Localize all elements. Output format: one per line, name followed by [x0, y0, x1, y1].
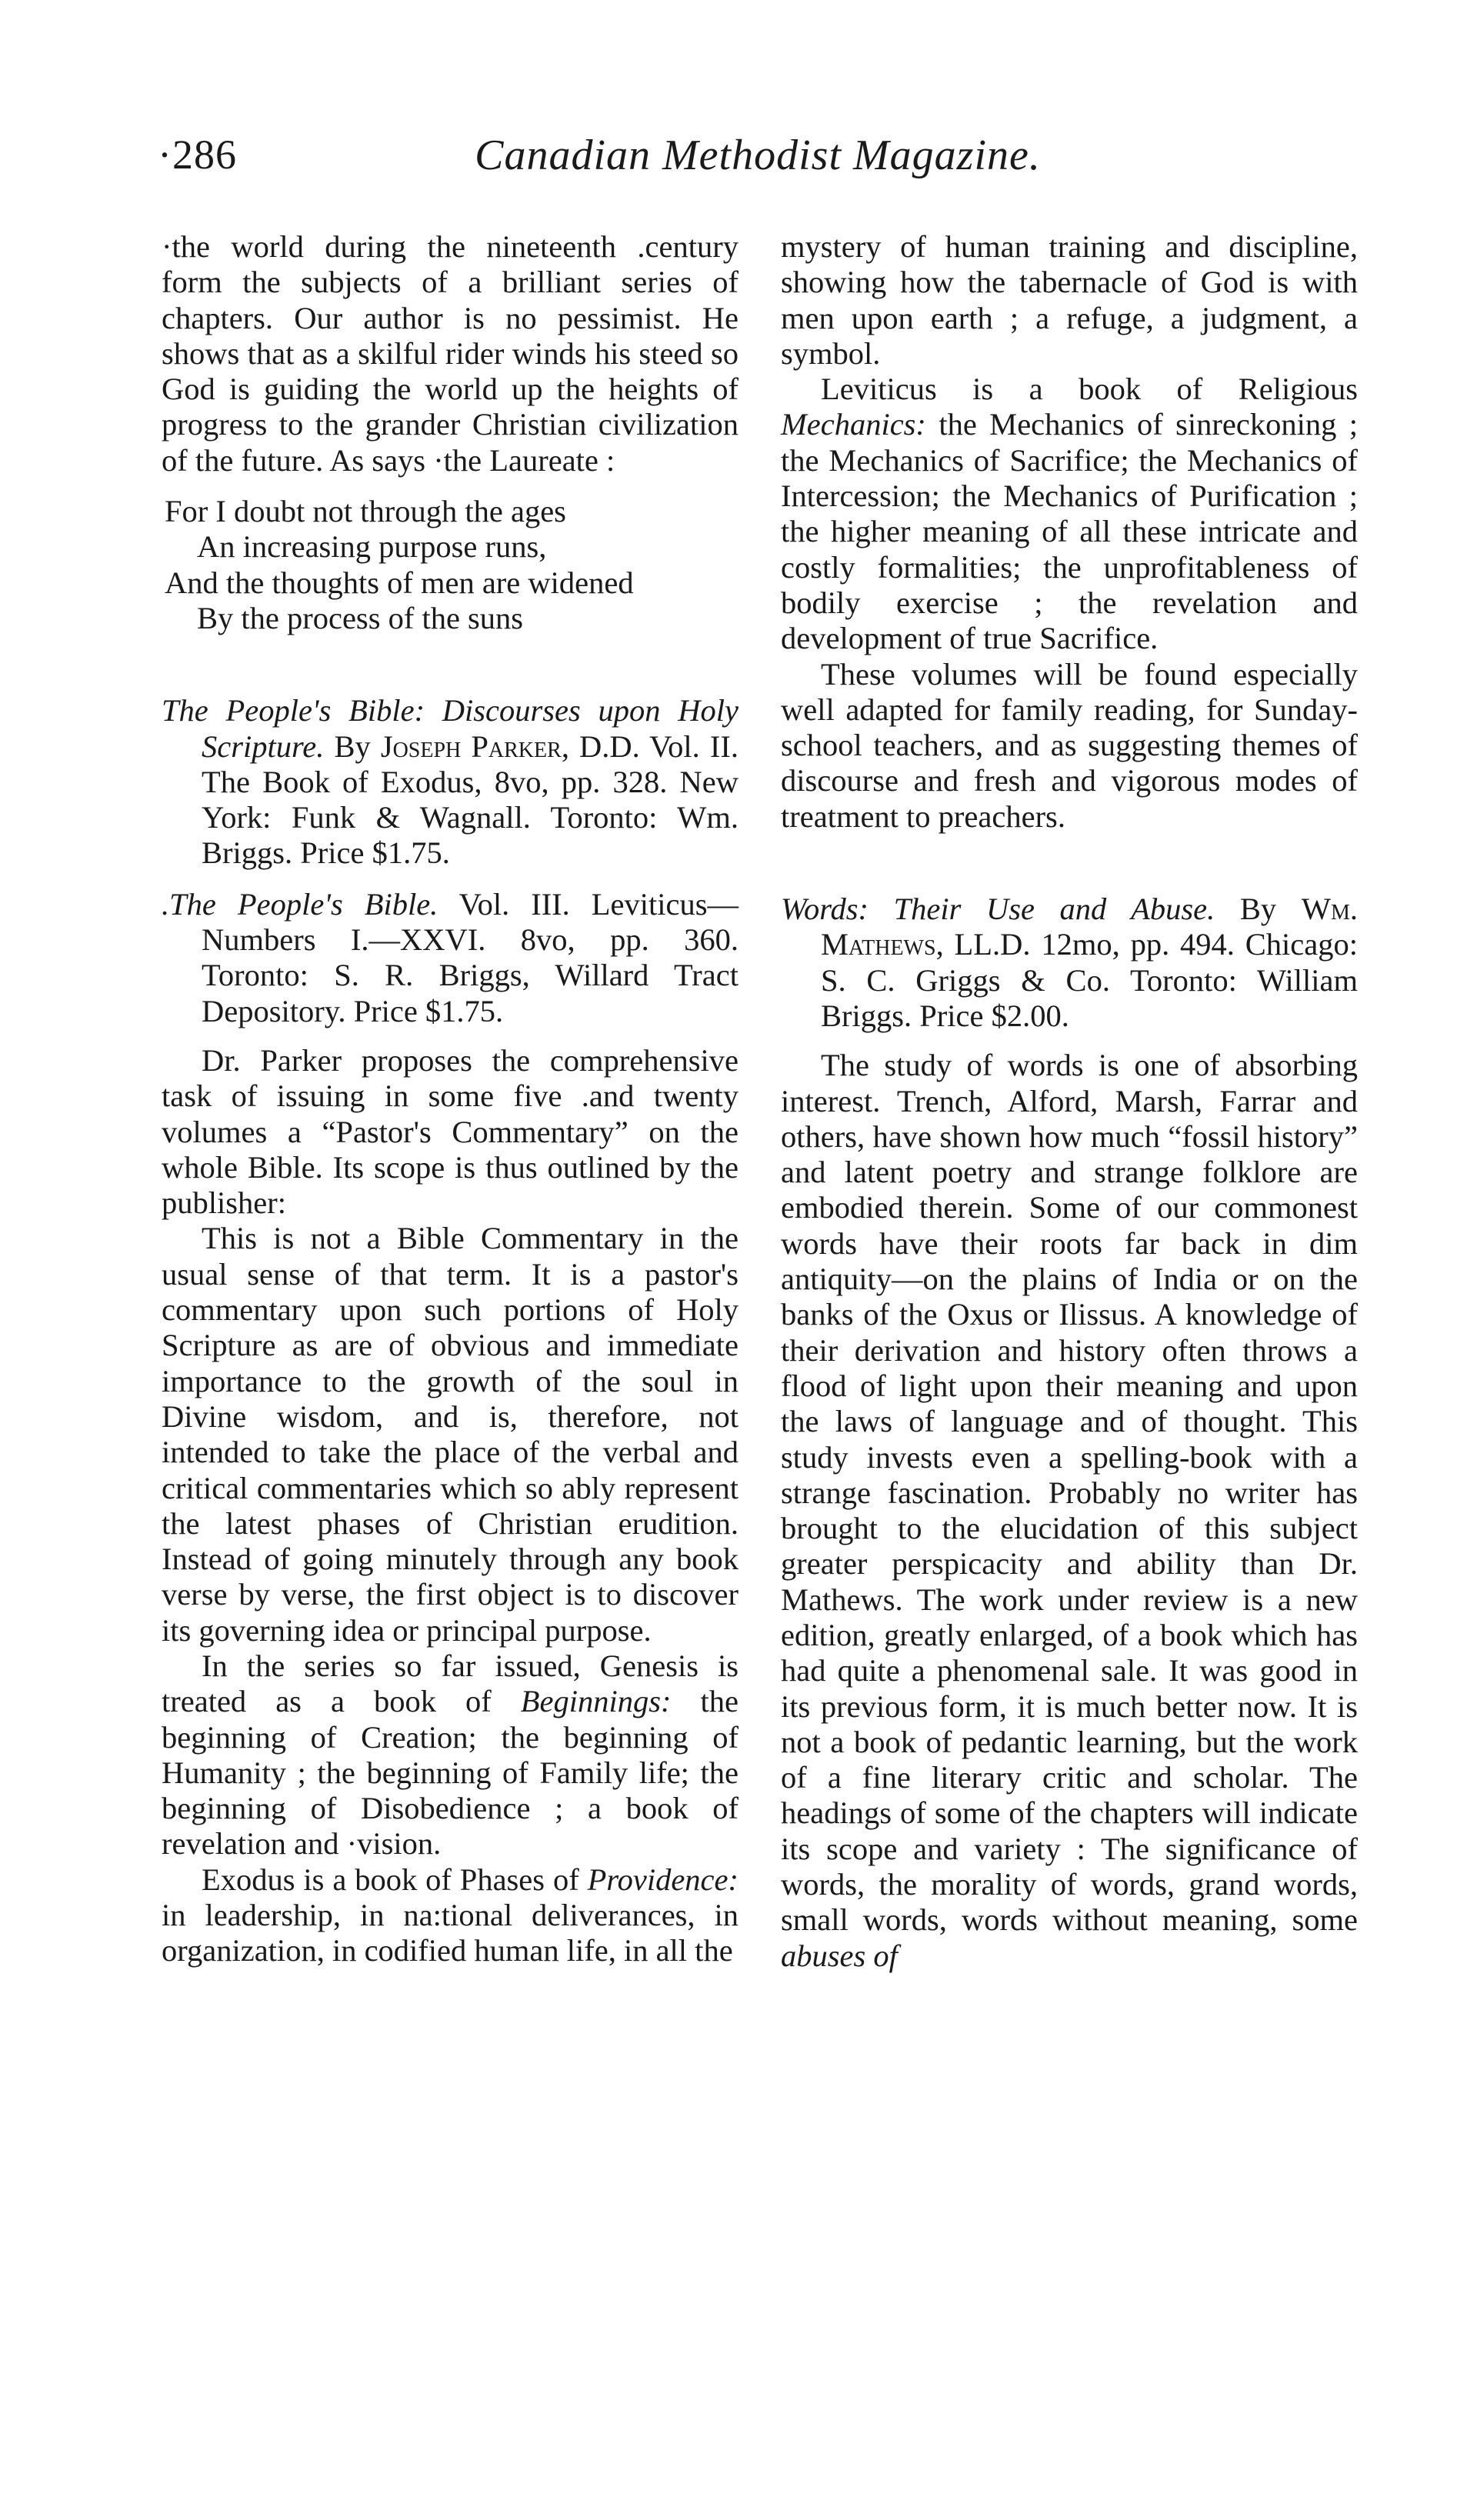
text-run: Beginnings: [520, 1684, 672, 1719]
paragraph: Dr. Parker proposes the comprehensive task of issuing in some five .and twenty volumes a “Pastor's Commentary” on the whole Bible. Its scope is thus outlined by the publisher: [162, 1042, 738, 1221]
paragraph [162, 1648, 738, 1862]
poem-line: By the process of the suns [197, 600, 524, 635]
book-details: , LL.D. 12mo, pp. 494. Chicago: S. C. Griggs & Co. Toronto: William Briggs. Price $2.00. [821, 927, 1358, 1033]
paragraph: These volumes will be found especially well adapted for family reading, for Sunday-school teachers, and as suggesting themes of discourse and fresh and vigorous modes of treatment to preachers. [781, 656, 1358, 834]
poem-line: An increasing purpose runs, [197, 529, 547, 565]
right-column [781, 229, 1358, 1974]
text-run: In the series so far issued, Genesis is treated as a book of [162, 1648, 738, 1719]
book-details: Vol. III. Leviticus—Numbers I.—XXVI. 8vo, pp. 360. Toronto: S. R. Briggs, Willard Tract Depository. Price $1.75. [202, 886, 738, 1028]
book-details: , D.D. Vol. II. The Book of Exodus, 8vo, pp. 328. New York: Funk & Wagnall. Toronto: Wm. Briggs. Price $1.75. [202, 728, 739, 871]
book-entry-words [781, 892, 1358, 1034]
text-run: the beginning of Creation; the beginning of Humanity ; the beginning of Family life; the beginning of Disobedience ; a book of revelation and ·vision. [162, 1684, 738, 1862]
quoted-paragraph: This is not a Bible Commentary in the usual sense of that term. It is a pastor's commentary upon such portions of Holy Scripture as are of obvious and immediate importance to the growth of the soul in Divine wisdom, and is, therefore, not intended to take the place of the verbal and critical commentaries which so ably represent the latest phases of Christian erudition. Instead of going minutely through any book verse by verse, the first object is to discover its governing idea or principal purpose. [162, 1221, 738, 1648]
paragraph [162, 1862, 738, 1969]
text-run: Mechanics: [781, 407, 926, 442]
text-run: Providence: [587, 1862, 738, 1897]
page-number: ·286 [158, 132, 237, 178]
poem-line: And the thoughts of men are widened [165, 565, 634, 600]
book-author: Joseph Parker [380, 728, 562, 764]
running-title: Canadian Methodist Magazine. [475, 132, 1041, 179]
text-run: in leadership, in na:tional deliverances, in organization, in codified human life, in all the [162, 1898, 738, 1968]
book-entry-peoples-bible-exodus [162, 693, 738, 871]
poem-line: For I doubt not through the ages [165, 494, 566, 529]
text-run: the Mechanics of sinreckoning ; the Mechanics of Sacrifice; the Mechanics of Intercession; the Mechanics of Purification ; the higher meaning of all these intricate and costly formalities; the unprofitableness of bodily exercise ; the revelation and development of true Sacrifice. [781, 407, 1358, 656]
paragraph [781, 1048, 1358, 1974]
book-entry-peoples-bible-leviticus [162, 887, 738, 1029]
left-column [162, 229, 738, 1969]
poem-quote [165, 494, 738, 636]
book-author: Wm. Mathews [821, 892, 1358, 962]
text-run: Exodus is a book of Phases of [202, 1862, 588, 1897]
paragraph: mystery of human training and discipline, showing how the tabernacle of God is with men upon earth ; a refuge, a judgment, a symbol. [781, 229, 1358, 371]
paragraph [781, 372, 1358, 656]
book-title: Words: Their Use and Abuse. [781, 892, 1215, 927]
book-by: By [324, 728, 381, 764]
book-by: By [1215, 892, 1302, 927]
text-run: Leviticus is a book of Religious [821, 372, 1358, 407]
book-title: The People's Bible: Discourses upon Holy Scripture. [162, 693, 738, 764]
text-run: abuses of [781, 1938, 898, 1973]
paragraph: ·the world during the nineteenth .century form the subjects of a brilliant series of chapters. Our author is no pessimist. He shows that as a skilful rider winds his steed so God is guiding the world up the heights of progress to the grander Christian civilization of the future. As says ·the Laureate : [162, 229, 738, 478]
page-header [158, 131, 1358, 208]
book-title: .The People's Bible. [162, 886, 438, 922]
text-run: The study of words is one of absorbing interest. Trench, Alford, Marsh, Farrar and others, have shown how much “fossil history” and latent poetry and strange folklore are embodied therein. Some of our commonest words have their roots far back in dim antiquity—on the plains of India or on the banks of the Oxus or Ilissus. A knowledge of their derivation and history often throws a flood of light upon their meaning and upon the laws of language and of thought. This study invests even a spelling-book with a strange fascination. Probably no writer has brought to the elucidation of this subject greater perspicacity and ability than Dr. Mathews. The work under review is a new edition, greatly enlarged, of a book which has had quite a phenomenal sale. It was good in its previous form, it is much better now. It is not a book of pedantic learning, but the work of a fine literary critic and scholar. The headings of some of the chapters will indicate its scope and variety : The significance of words, the morality of words, grand words, small words, words without meaning, some [781, 1048, 1358, 1938]
